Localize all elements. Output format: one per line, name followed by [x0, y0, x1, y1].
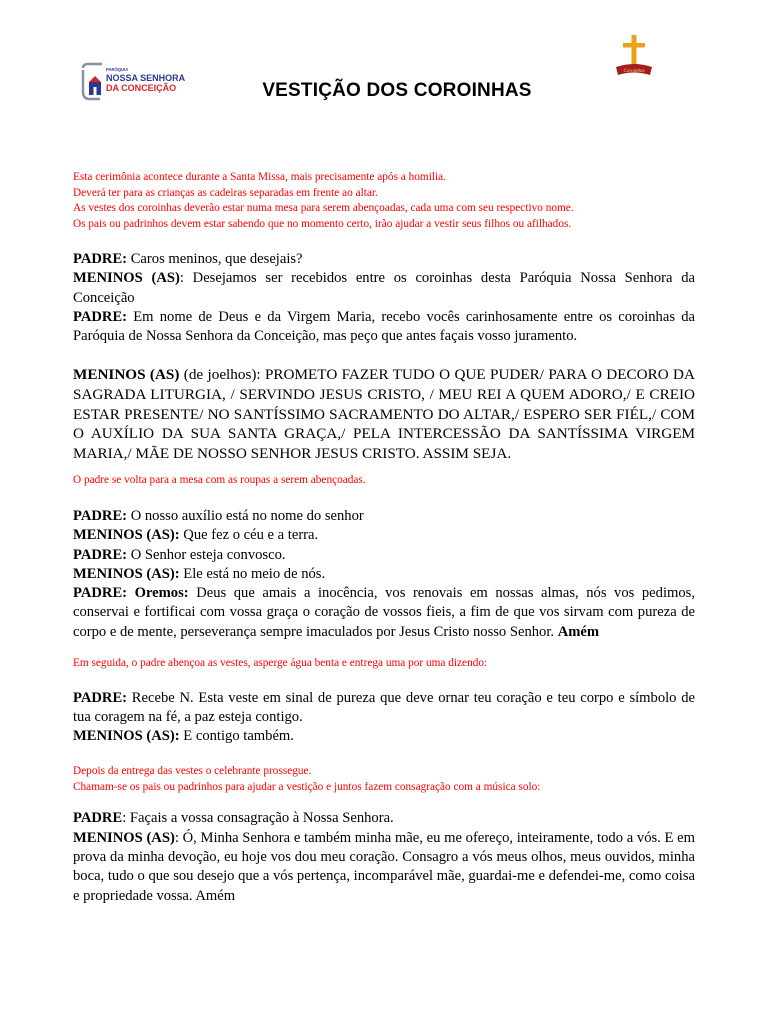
- prayer-text: Deus que amais a inocência, vos renovais em nossas almas, nós vos pedimos, conservai e fortificai com vossa graça o coração de vossos fieis, a fim de que vos sirvam com pureza de corpo e de mente, perseverança sempre imaculados por Jesus Cristo nosso Senhor.: [73, 585, 695, 640]
- logo-text-line3: DA CONCEIÇÃO: [106, 83, 177, 93]
- dialogue-text: Caros meninos, que desejais?: [127, 251, 303, 267]
- dialogue-text: Recebe N. Esta veste em sinal de pureza que deve ornar teu coração e teu corpo e símbolo de tua coragem na fé, a paz esteja contigo.: [73, 689, 695, 725]
- speaker-label: PADRE:: [73, 308, 128, 325]
- dialogue-line: [73, 269, 695, 308]
- dialogue-line: [73, 546, 695, 565]
- intro-note: Deverá ter para as crianças as cadeiras separadas em frente ao altar.: [73, 186, 378, 199]
- rubric-note: Chamam-se os pais ou padrinhos para ajudar a vestição e juntos fazem consagração com a música solo:: [73, 780, 541, 793]
- oath-paragraph: [73, 365, 695, 463]
- dialogue-text: : Desejamos ser recebidos entre os coroinhas desta Paróquia Nossa Senhora da Conceição: [73, 270, 695, 306]
- coroinhas-logo: [614, 33, 654, 83]
- speaker-label: MENINOS (AS):: [73, 527, 180, 544]
- dialogue-text: Em nome de Deus e da Virgem Maria, recebo vocês carinhosamente entre os coroinhas da Paróquia de Nossa Senhora da Conceição, mas peço que antes façais vosso juramento.: [73, 308, 695, 345]
- dialogue-line: [73, 689, 695, 728]
- consecration-paragraph: [73, 829, 695, 906]
- dialogue-line: [73, 809, 695, 828]
- speaker-label: PADRE: [73, 810, 123, 827]
- speaker-label: PADRE:: [73, 546, 128, 563]
- speaker-label: MENINOS (AS):: [73, 728, 180, 745]
- dialogue-text: E contigo também.: [179, 728, 294, 745]
- rubric-note: Depois da entrega das vestes o celebrante prossegue.: [73, 765, 312, 778]
- logo-text-line1: PARÓQUIA: [106, 67, 129, 72]
- dialogue-line: [73, 507, 695, 526]
- ribbon-text: Coroinhas: [623, 69, 645, 74]
- intro-note: Esta cerimônia acontece durante a Santa Missa, mais precisamente após a homilia.: [73, 171, 446, 183]
- dialogue-line: [73, 526, 695, 545]
- speaker-label: MENINOS (AS): [73, 366, 180, 384]
- cross-icon: [614, 33, 654, 83]
- dialogue-line: [73, 250, 695, 269]
- speaker-label: PADRE:: [73, 689, 128, 706]
- oremos-paragraph: [73, 584, 695, 642]
- rubric-note: O padre se volta para a mesa com as roupas a serem abençoadas.: [73, 474, 366, 487]
- dialogue-text: Ele está no meio de nós.: [179, 565, 326, 582]
- dialogue-section-3: [73, 689, 695, 747]
- dialogue-line: [73, 727, 695, 746]
- dialogue-text: : Façais a vossa consagração à Nossa Senhora.: [122, 810, 394, 827]
- speaker-label: MENINOS (AS): [73, 270, 180, 287]
- intro-notes: [73, 170, 695, 232]
- rubric-note: Em seguida, o padre abençoa as vestes, asperge água benta e entrega uma por uma dizendo:: [73, 657, 488, 670]
- intro-note: Os pais ou padrinhos devem estar sabendo que no momento certo, irão ajudar a vestir seus filhos ou afilhados.: [73, 217, 572, 230]
- dialogue-text: Que fez o céu e a terra.: [179, 527, 319, 544]
- amen-text: Amém: [557, 623, 600, 640]
- intro-note: As vestes dos coroinhas deverão estar numa mesa para serem abençoadas, cada uma com seu respectivo nome.: [73, 202, 574, 214]
- logo-text-line2: NOSSA SENHORA: [106, 73, 186, 83]
- oath-text: (de joelhos): PROMETO FAZER TUDO O QUE PUDER/ PARA O DECORO DA SAGRADA LITURGIA, / SERVINDO JESUS CRISTO, / MEU REI A QUEM ADORO,/ E CREIO ESTAR PRESENTE/ NO SANTÍSSIMO SACRAMENTO DO ALTAR,/ ESPERO SER FIÉL,/ COM O AUXÍLIO DA SUA SANTA GRAÇA,/ PELA INTERCESSÃO DA SANTÍSSIMA VIRGEM MARIA,/ MÃE DE NOSSO SENHOR JESUS CRISTO. ASSIM SEJA.: [73, 366, 695, 462]
- dialogue-line: [73, 308, 695, 347]
- dialogue-section-1: [73, 250, 695, 346]
- consecration-text: : Ó, Minha Senhora e também minha mãe, eu me ofereço, inteiramente, todo a vós. E em prova da minha devoção, eu hoje vos dou meu coração. Consagro a vós meus olhos, meus ouvidos, minha boca, tudo o que sou desejo que a vós pertença, incomparável mãe, guardai-me e defendei-me, como coisa e propriedade vossa. Amém: [73, 829, 695, 904]
- document-body: [73, 170, 695, 906]
- speaker-label: PADRE:: [73, 507, 128, 524]
- dialogue-text: O Senhor esteja convosco.: [127, 546, 286, 563]
- speaker-label: MENINOS (AS):: [73, 565, 180, 582]
- speaker-label: PADRE: Oremos:: [73, 585, 189, 602]
- speaker-label: MENINOS (AS): [73, 829, 175, 846]
- dialogue-line: [73, 565, 695, 584]
- dialogue-text: O nosso auxílio está no nome do senhor: [127, 507, 364, 524]
- dialogue-section-4: [73, 809, 695, 905]
- page-title: VESTIÇÃO DOS COROINHAS: [262, 80, 532, 101]
- dialogue-section-2: [73, 507, 695, 642]
- speaker-label: PADRE:: [73, 251, 128, 267]
